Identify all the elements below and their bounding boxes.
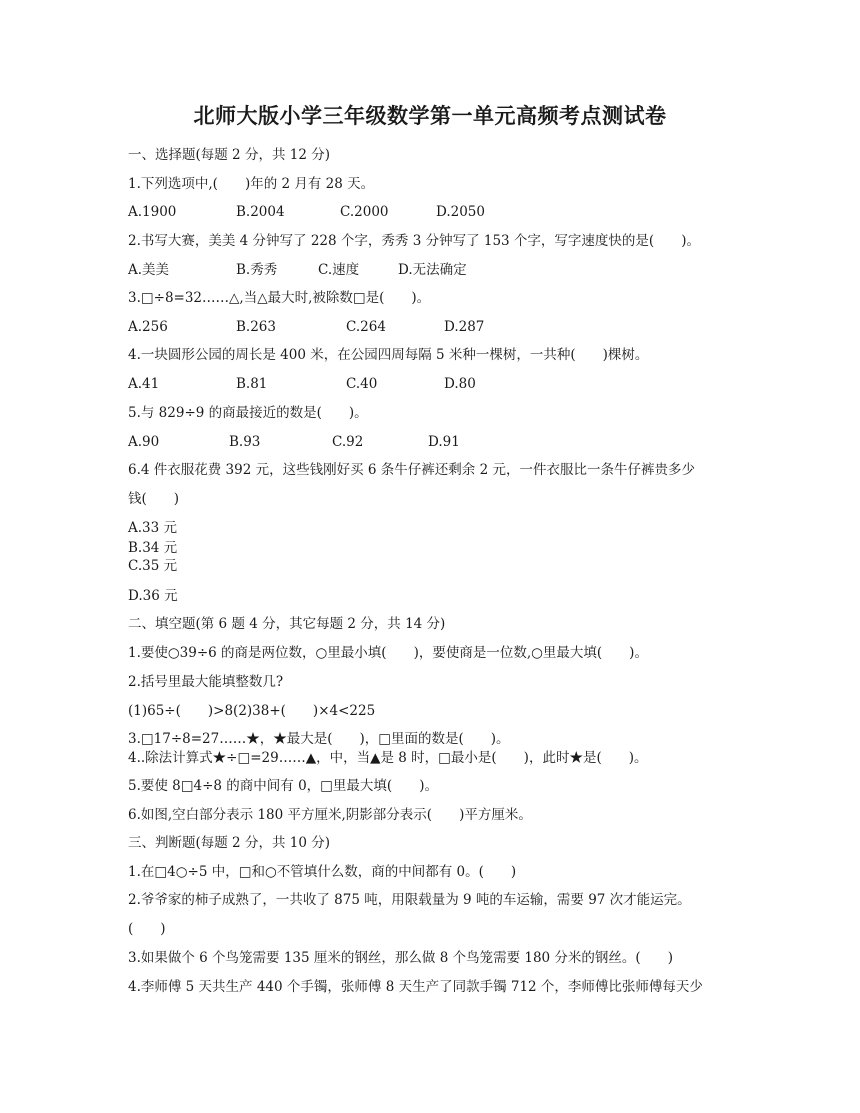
option-a: A.1900 [128, 204, 177, 220]
page-title: 北师大版小学三年级数学第一单元高频考点测试卷 [193, 104, 667, 128]
option-a: A.90 [128, 434, 160, 450]
option-a: A.256 [128, 319, 168, 335]
section-heading-judge: 三、判断题(每题 2 分，共 10 分) [128, 835, 330, 851]
question-text: 4.一块圆形公园的周长是 400 米，在公园四周每隔 5 米种一棵树，一共种( )棵树。 [128, 347, 649, 363]
question-text: 4.李师傅 5 天共生产 440 个手镯，张师傅 8 天生产了同款手镯 712 个，李师傅比张师傅每天少 [128, 979, 703, 995]
option-b: B.93 [229, 434, 261, 450]
question-text: 1.在□4○÷5 中，□和○不管填什么数，商的中间都有 0。( ) [128, 864, 517, 880]
question-subtext: (1)65÷( )>8(2)38+( )×4<225 [128, 703, 376, 719]
option-b: B.81 [236, 376, 268, 392]
option-b: B.2004 [236, 204, 285, 220]
option-c: C.92 [332, 434, 364, 450]
option-d: D.91 [428, 434, 460, 450]
question-text: 1.下列选项中,( )年的 2 月有 28 天。 [128, 176, 375, 192]
option-b: B.34 元 [128, 540, 178, 556]
question-text: 4..除法计算式★÷□=29……▲，中，当▲是 8 时，□最小是( )，此时★是( )。 [128, 750, 648, 766]
question-text: 6.如图,空白部分表示 180 平方厘米,阴影部分表示( )平方厘米。 [128, 807, 532, 823]
option-c: C.速度 [318, 262, 360, 278]
option-c: C.264 [346, 319, 386, 335]
option-b: B.263 [236, 319, 276, 335]
question-text: 3.如果做个 6 个鸟笼需要 135 厘米的钢丝，那么做 8 个鸟笼需要 180 分米的钢丝。( ) [128, 950, 673, 966]
question-text: 5.与 829÷9 的商最接近的数是( )。 [128, 405, 368, 421]
question-text: 5.要使 8□4÷8 的商中间有 0，□里最大填( )。 [128, 778, 438, 794]
option-d: D.2050 [436, 204, 485, 220]
option-d: D.36 元 [128, 588, 178, 604]
question-text: 2.爷爷家的柿子成熟了，一共收了 875 吨，用限载量为 9 吨的车运输，需要 97 次才能运完。 [128, 892, 691, 908]
question-text: 6.4 件衣服花费 392 元，这些钱刚好买 6 条牛仔裤还剩余 2 元，一件衣服比一条牛仔裤贵多少 [128, 462, 695, 478]
question-text: 3.□÷8=32……△,当△最大时,被除数□是( )。 [128, 290, 431, 306]
option-c: C.40 [346, 376, 378, 392]
section-heading-choice: 一、选择题(每题 2 分，共 12 分) [128, 147, 330, 163]
question-text: 3.□17÷8=27……★，★最大是( )，□里面的数是( )。 [128, 731, 510, 747]
option-a: A.美美 [128, 262, 170, 278]
option-d: D.80 [444, 376, 476, 392]
question-text-continued: 钱( ) [128, 491, 180, 507]
question-text-continued: ( ) [128, 921, 166, 937]
option-d: D.287 [444, 319, 485, 335]
question-text: 2.括号里最大能填整数几? [128, 674, 284, 690]
question-text: 1.要使○39÷6 的商是两位数，○里最小填( )，要使商是一位数,○里最大填( )。 [128, 645, 648, 661]
section-heading-fill: 二、填空题(第 6 题 4 分，其它每题 2 分，共 14 分) [128, 616, 446, 632]
option-a: A.41 [128, 376, 160, 392]
option-b: B.秀秀 [236, 262, 278, 278]
option-c: C.35 元 [128, 558, 178, 574]
option-d: D.无法确定 [398, 262, 467, 278]
option-a: A.33 元 [128, 520, 178, 536]
option-c: C.2000 [340, 204, 389, 220]
question-text: 2.书写大赛，美美 4 分钟写了 228 个字，秀秀 3 分钟写了 153 个字，写字速度快的是( )。 [128, 233, 700, 249]
